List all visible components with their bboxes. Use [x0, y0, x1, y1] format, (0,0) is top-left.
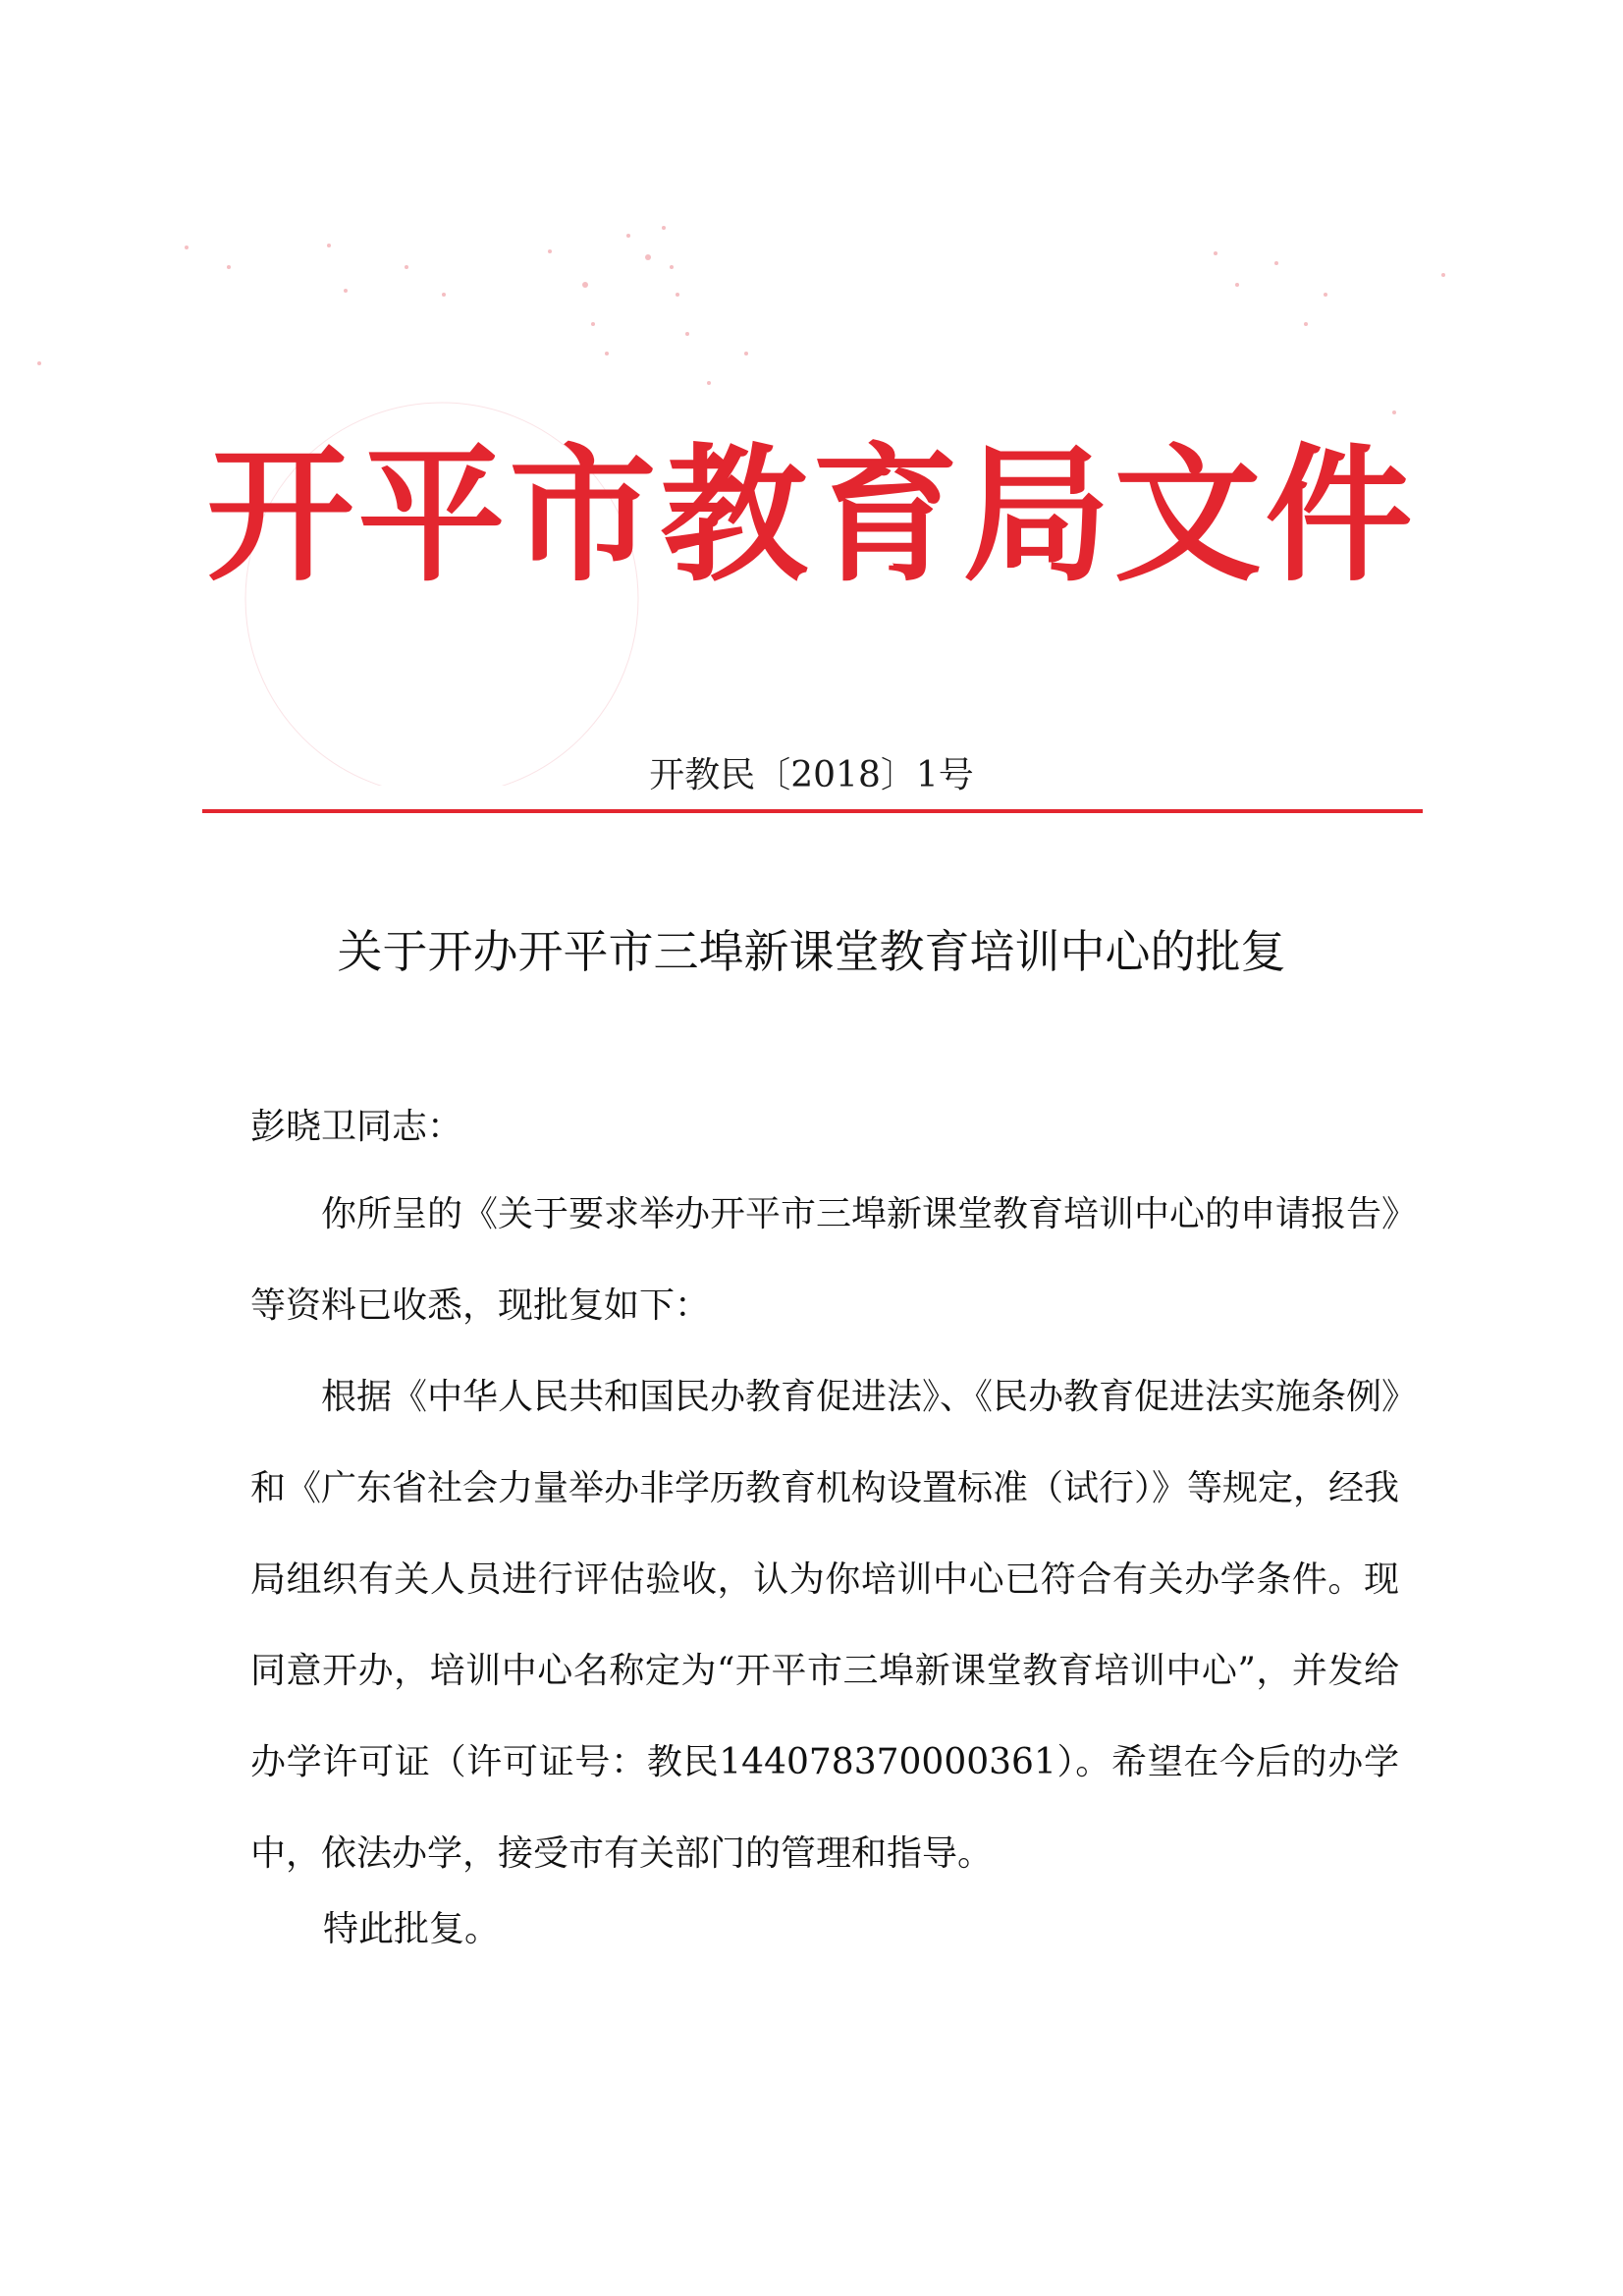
seal-speckle-marks [0, 0, 1623, 786]
body-paragraph-2: 根据《中华人民共和国民办教育促进法》、《民办教育促进法实施条例》和《广东省社会力量举办非学历教育机构设置标准（试行）》等规定，经我局组织有关人员进行评估验收，认为你培训中心已符合有关办学条件。现同意开办，培训中心名称定为“开平市三埠新课堂教育培训中心”，并发给办学许可证（许可证号：教民144078370000361）。希望在今后的办学中，依法办学，接受市有关部门的管理和指导。 [250, 1377, 1400, 1874]
salutation: 彭晓卫同志： [250, 1107, 463, 1147]
closing-line: 特此批复。 [323, 1909, 501, 1949]
masthead-title: 开平市教育局文件 [206, 431, 1417, 602]
body-paragraph-1: 你所呈的《关于要求举办开平市三埠新课堂教育培训中心的申请报告》等资料已收悉，现批复如下： [250, 1194, 1400, 1326]
red-divider-line [202, 809, 1423, 813]
document-number: 开教民〔2018〕1号 [649, 755, 974, 795]
document-title: 关于开办开平市三埠新课堂教育培训中心的批复 [337, 925, 1286, 978]
